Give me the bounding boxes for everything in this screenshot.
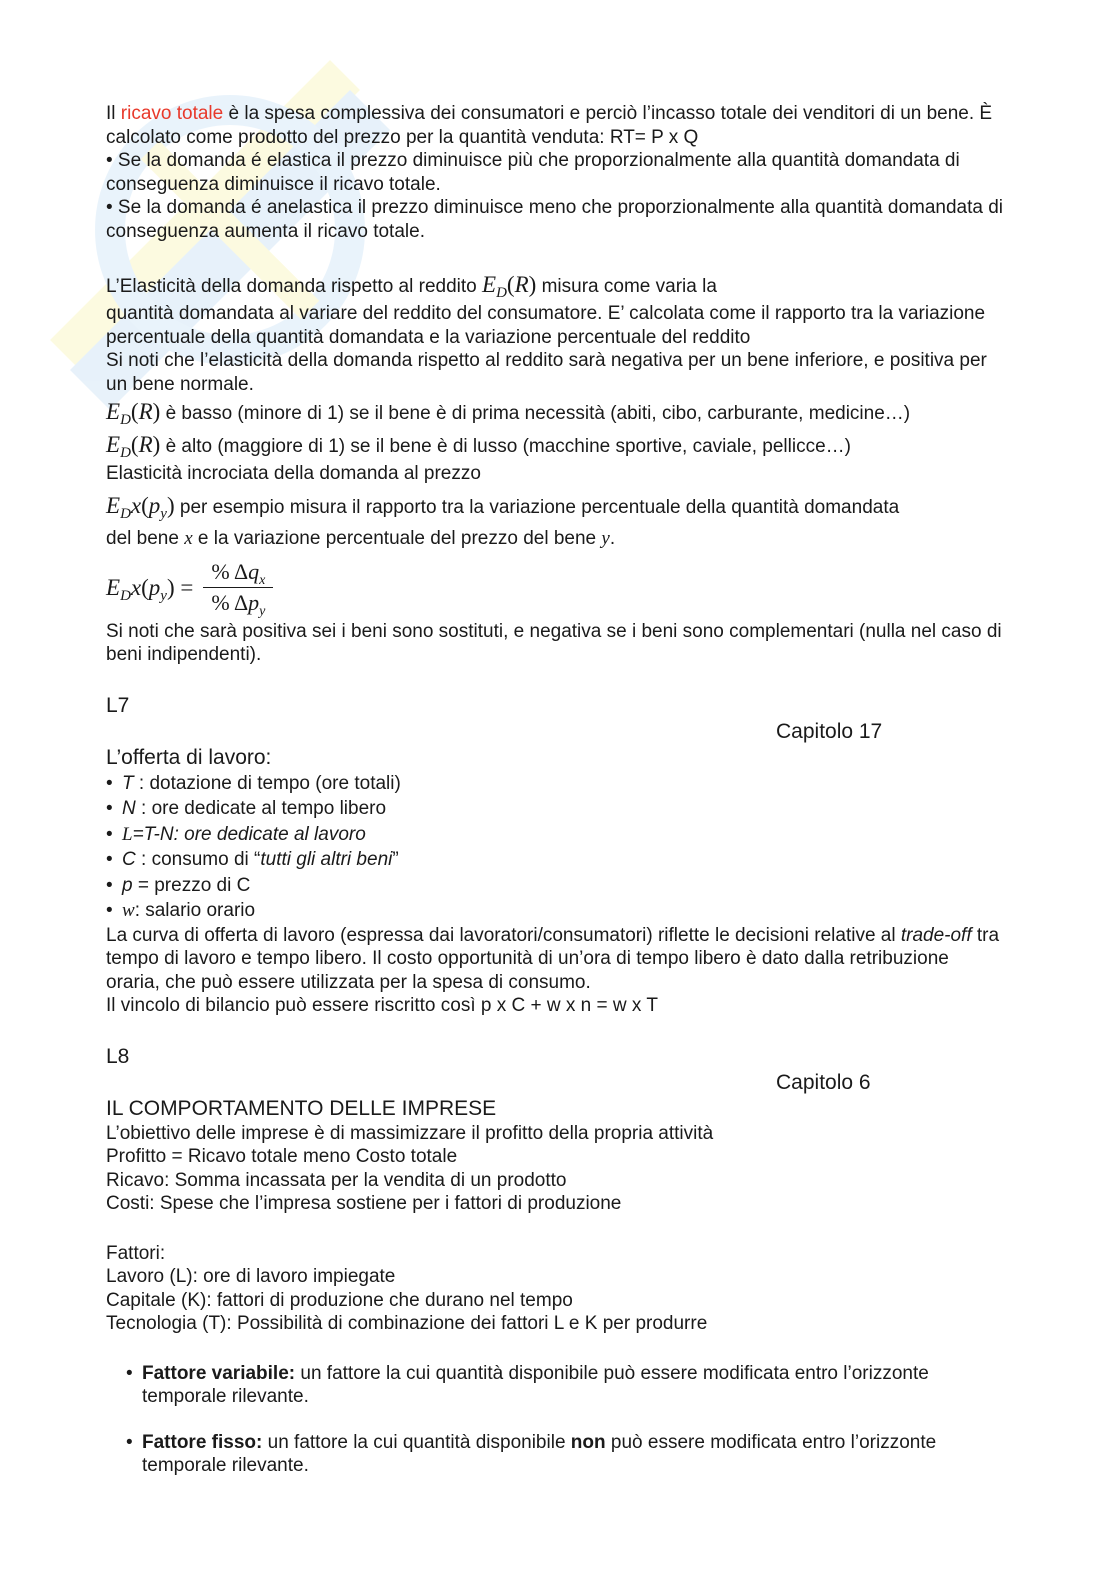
chapter-6-label: Capitolo 6	[776, 1070, 871, 1094]
imprese-line: L’obiettivo delle imprese è di massimizzare il profitto della propria attività	[106, 1122, 714, 1144]
list-item-p: • p = prezzo di C	[106, 874, 251, 896]
cross-elasticity-line-2: del bene x e la variazione percentuale del prezzo del bene y.	[106, 527, 616, 549]
list-item-w: • w: salario orario	[106, 900, 256, 921]
offerta-lavoro-title: L’offerta di lavoro:	[106, 745, 272, 769]
fattore-line: Tecnologia (T): Possibilità di combinazione dei fattori L e K per produrre	[106, 1313, 708, 1334]
imprese-line: Costi: Spese che l’impresa sostiene per i fattori di produzione	[106, 1193, 622, 1214]
ricavo-paragraph: Il ricavo totale è la spesa complessiva dei consumatori e perciò l’incasso totale dei venditori di un bene. È calcolato come prodotto del prezzo per la quantità venduta: RT= P x Q	[106, 103, 993, 148]
curva-offerta-paragraph: La curva di offerta di lavoro (espressa dai lavoratori/consumatori) riflette le decisioni relative al trade-off tra tempo di lavoro e tempo libero. Il costo opportunità di un’ora di tempo libero è dato dalla retribuzione oraria, che può essere utilizzata per la spesa di consumo.	[106, 924, 1000, 993]
section-label-l8: L8	[106, 1044, 130, 1068]
ed-alto-line: $E_D(R)$ è alto (maggiore di 1) se il bene è di lusso (macchine sportive, caviale, pellicce…)	[106, 432, 851, 461]
section-label-l7: L7	[106, 693, 130, 717]
vincolo-bilancio-line: Il vincolo di bilancio può essere riscritto così p x C + w x n = w x T	[106, 995, 658, 1016]
fattore-line: Lavoro (L): ore di lavoro impiegate	[106, 1266, 396, 1287]
fattori-types-list	[106, 1362, 1006, 1478]
chapter-17-label: Capitolo 17	[776, 719, 883, 743]
page-content	[106, 102, 1006, 1478]
imprese-line: Profitto = Ricavo totale meno Costo totale	[106, 1146, 458, 1167]
bullet-elastica: • Se la domanda é elastica il prezzo diminuisce più che proporzionalmente alla quantità domandata di conseguenza diminuisce il ricavo totale.	[106, 150, 960, 195]
sostituti-note: Si noti che sarà positiva sei i beni sono sostituti, e negativa se i beni sono complementari (nulla nel caso di beni indipendenti).	[106, 620, 1002, 665]
list-item-fattore-variabile: • Fattore variabile: un fattore la cui quantità disponibile può essere modificata entro l’orizzonte temporale rilevante.	[142, 1362, 1006, 1409]
list-item-N: • N : ore dedicate al tempo libero	[106, 798, 387, 819]
list-item-C: • C : consumo di “tutti gli altri beni”	[106, 849, 399, 870]
elasticita-reddito-line: L’Elasticità della domanda rispetto al reddito $E_D(R)$ misura come varia la	[106, 272, 717, 301]
imprese-line: Ricavo: Somma incassata per la vendita di un prodotto	[106, 1169, 567, 1191]
ricavo-totale-term: ricavo totale	[120, 103, 224, 124]
list-item-fattore-fisso: • Fattore fisso: un fattore la cui quantità disponibile non può essere modificata entro l’orizzonte temporale rilevante.	[142, 1431, 1006, 1478]
comportamento-imprese-title: IL COMPORTAMENTO DELLE IMPRESE	[106, 1096, 497, 1120]
fattori-heading: Fattori:	[106, 1242, 166, 1264]
fattore-line: Capitale (K): fattori di produzione che durano nel tempo	[106, 1289, 573, 1311]
formula-fraction	[203, 559, 273, 619]
bullet-anelastica: • Se la domanda é anelastica il prezzo diminuisce meno che proporzionalmente alla quantità domandata di conseguenza aumenta il ricavo totale.	[106, 197, 1004, 242]
list-item-T: • T : dotazione di tempo (ore totali)	[106, 772, 401, 794]
elasticita-definition: quantità domandata al variare del reddito del consumatore. E’ calcolata come il rapporto tra la variazione percentuale della quantità domandata e la variazione percentuale del reddito	[106, 303, 986, 348]
ed-basso-line: $E_D(R)$ è basso (minore di 1) se il bene è di prima necessità (abiti, cibo, carburante, medicine…)	[106, 399, 911, 428]
cross-elasticity-line: $E_Dx(p_y)$ per esempio misura il rapporto tra la variazione percentuale della quantità domandata	[106, 492, 900, 522]
list-item-L: • L=T-N: ore dedicate al lavoro	[106, 823, 366, 845]
formula-numerator: % $\Delta q_x$	[203, 559, 273, 588]
elasticita-note: Si noti che l’elasticità della domanda rispetto al reddito sarà negativa per un bene inferiore, e positiva per un bene normale.	[106, 350, 987, 395]
cross-elasticity-formula: $E_Dx(p_y)$ = $\frac{\% \Delta q_x}{\% \Delta p_y}$	[106, 556, 1006, 620]
elasticita-incrociata-heading: Elasticità incrociata della domanda al prezzo	[106, 463, 481, 484]
formula-denominator: % $\Delta p_y$	[211, 590, 266, 619]
